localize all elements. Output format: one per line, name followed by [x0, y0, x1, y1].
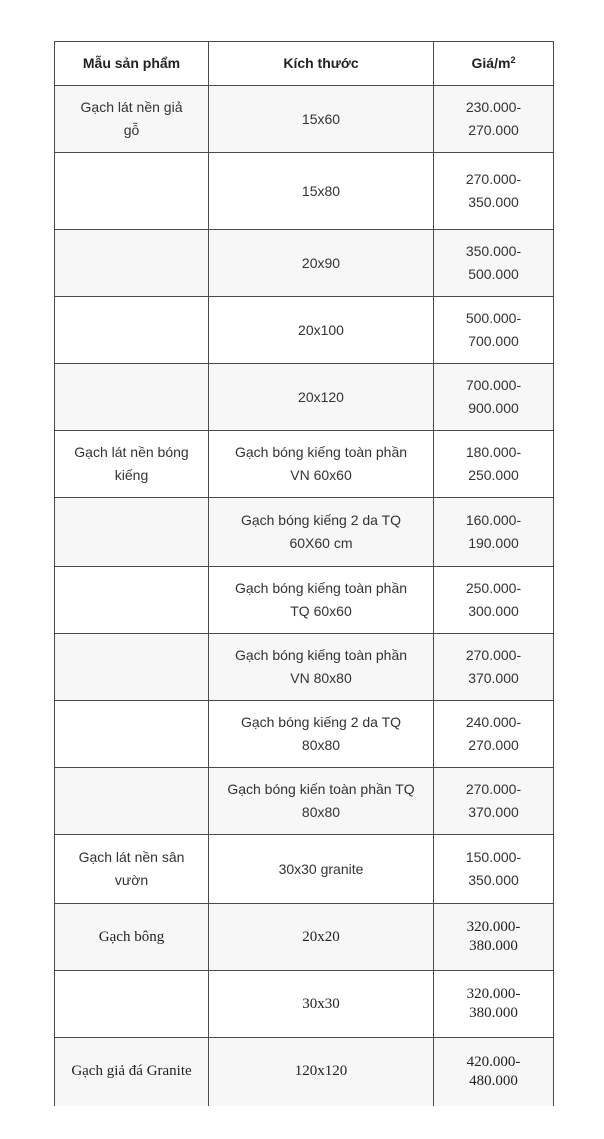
table-row	[55, 701, 554, 768]
cell-product-text: gỗ	[123, 122, 140, 138]
table-row	[55, 835, 554, 904]
cell-price-text: 900.000	[468, 400, 519, 416]
table-row	[55, 768, 554, 835]
cell-price	[434, 498, 554, 567]
cell-price-text: 160.000-	[465, 512, 522, 528]
cell-price	[434, 904, 554, 971]
cell-product	[55, 567, 209, 634]
cell-price-text: 150.000-	[465, 849, 522, 865]
cell-size	[209, 904, 434, 971]
cell-size-text: 20x120	[298, 388, 344, 405]
header-price-label: Giá/m	[471, 55, 511, 71]
cell-price-text: 270.000	[468, 737, 519, 753]
cell-size-text: 30x30	[302, 995, 340, 1012]
table-row	[55, 431, 554, 498]
cell-price-text: 270.000-	[465, 171, 522, 187]
cell-price-text: 350.000-	[465, 243, 522, 259]
cell-price	[434, 567, 554, 634]
cell-product-text: Gạch lát nền bóng	[74, 444, 189, 460]
table-row	[55, 904, 554, 971]
table-row	[55, 297, 554, 364]
price-table	[54, 41, 554, 1106]
cell-product	[55, 86, 209, 153]
cell-price-text: 250.000-	[465, 580, 522, 596]
table-row	[55, 364, 554, 431]
table-row	[55, 634, 554, 701]
cell-product	[55, 904, 209, 971]
cell-product	[55, 230, 209, 297]
cell-size	[209, 153, 434, 230]
cell-size	[209, 86, 434, 153]
cell-price-text: 480.000	[469, 1072, 518, 1089]
cell-product	[55, 297, 209, 364]
cell-price-text: 300.000	[468, 603, 519, 619]
cell-size-text: Gạch bóng kiếng 2 da TQ	[240, 714, 402, 730]
table-row	[55, 153, 554, 230]
table-row	[55, 230, 554, 297]
cell-product-text: Gạch lát nền sân	[78, 849, 185, 865]
cell-size-text: 30x30 granite	[278, 860, 364, 877]
cell-price	[434, 768, 554, 835]
header-size: Kích thước	[209, 42, 434, 86]
cell-product	[55, 701, 209, 768]
cell-product-text: Gạch giả đá Granite	[71, 1063, 192, 1080]
cell-price-text: 500.000-	[465, 310, 522, 326]
header-price-sup: 2	[510, 55, 516, 65]
cell-product-text: kiếng	[114, 467, 149, 483]
cell-product	[55, 1038, 209, 1106]
cell-product	[55, 768, 209, 835]
cell-size-text: 15x80	[301, 182, 341, 199]
cell-price-text: 270.000-	[465, 781, 522, 797]
table-header-row	[55, 42, 554, 86]
cell-product	[55, 634, 209, 701]
cell-size	[209, 701, 434, 768]
cell-price-text: 350.000	[468, 872, 519, 888]
cell-size-text: 20x90	[301, 254, 341, 271]
cell-price-text: 250.000	[468, 467, 519, 483]
cell-size	[209, 768, 434, 835]
cell-price-text: 240.000-	[465, 714, 522, 730]
cell-product	[55, 835, 209, 904]
cell-size	[209, 1038, 434, 1106]
header-price	[434, 42, 554, 86]
table-row	[55, 971, 554, 1038]
cell-size-text: VN 80x80	[290, 670, 352, 686]
cell-size-text: VN 60x60	[290, 467, 352, 483]
cell-size	[209, 634, 434, 701]
cell-price-text: 700.000-	[465, 377, 522, 393]
cell-size-text: Gạch bóng kiếng toàn phần	[234, 647, 408, 663]
table-row	[55, 567, 554, 634]
cell-price	[434, 971, 554, 1038]
cell-price-text: 270.000	[468, 122, 519, 138]
cell-price-text: 420.000-	[466, 1053, 521, 1070]
cell-price-text: 350.000	[468, 194, 519, 210]
cell-price	[434, 701, 554, 768]
cell-size-text: Gạch bóng kiếng toàn phần	[234, 580, 408, 596]
cell-size	[209, 971, 434, 1038]
cell-size	[209, 297, 434, 364]
cell-price-text: 500.000	[468, 266, 519, 282]
cell-size	[209, 567, 434, 634]
cell-price	[434, 230, 554, 297]
cell-price	[434, 297, 554, 364]
cell-price-text: 180.000-	[465, 444, 522, 460]
cell-price	[434, 153, 554, 230]
cell-size-text: Gạch bóng kiến toàn phần TQ	[227, 781, 415, 797]
cell-size-text: 120x120	[294, 1063, 348, 1080]
cell-price-text: 320.000-	[466, 986, 521, 1002]
cell-size-text: 80x80	[301, 737, 341, 753]
cell-product	[55, 971, 209, 1038]
cell-price-text: 190.000	[468, 535, 519, 551]
cell-price-text: 380.000	[469, 938, 518, 954]
cell-product-text: Gạch lát nền giả	[80, 99, 183, 115]
cell-size-text: Gạch bóng kiếng 2 da TQ	[240, 512, 402, 528]
cell-size-text: 20x20	[302, 928, 340, 945]
cell-product-text: Gạch bông	[98, 928, 165, 945]
cell-price	[434, 364, 554, 431]
cell-size-text: Gạch bóng kiếng toàn phần	[234, 444, 408, 460]
cell-product	[55, 153, 209, 230]
cell-product	[55, 498, 209, 567]
cell-price-text: 380.000	[469, 1005, 518, 1021]
cell-product-text: vườn	[114, 872, 149, 888]
cell-price-text: 230.000-	[465, 99, 522, 115]
table-row	[55, 86, 554, 153]
cell-price	[434, 1038, 554, 1106]
cell-price-text: 320.000-	[466, 919, 521, 935]
table-row	[55, 498, 554, 567]
cell-size-text: 60X60 cm	[289, 535, 353, 551]
cell-price	[434, 634, 554, 701]
cell-size-text: 20x100	[298, 321, 344, 338]
header-product: Mẫu sản phẩm	[55, 42, 209, 86]
cell-size	[209, 230, 434, 297]
cell-price-text: 370.000	[468, 804, 519, 820]
table-row	[55, 1038, 554, 1106]
cell-size	[209, 431, 434, 498]
cell-size	[209, 835, 434, 904]
cell-price	[434, 86, 554, 153]
cell-size-text: TQ 60x60	[290, 603, 352, 619]
cell-price-text: 700.000	[468, 333, 519, 349]
cell-size	[209, 498, 434, 567]
cell-size-text: 15x60	[301, 110, 341, 127]
cell-price	[434, 431, 554, 498]
table-body	[55, 86, 554, 1106]
cell-size-text: 80x80	[301, 804, 341, 820]
cell-product	[55, 364, 209, 431]
cell-size	[209, 364, 434, 431]
cell-price-text: 370.000	[468, 670, 519, 686]
cell-price	[434, 835, 554, 904]
cell-product	[55, 431, 209, 498]
cell-price-text: 270.000-	[465, 647, 522, 663]
